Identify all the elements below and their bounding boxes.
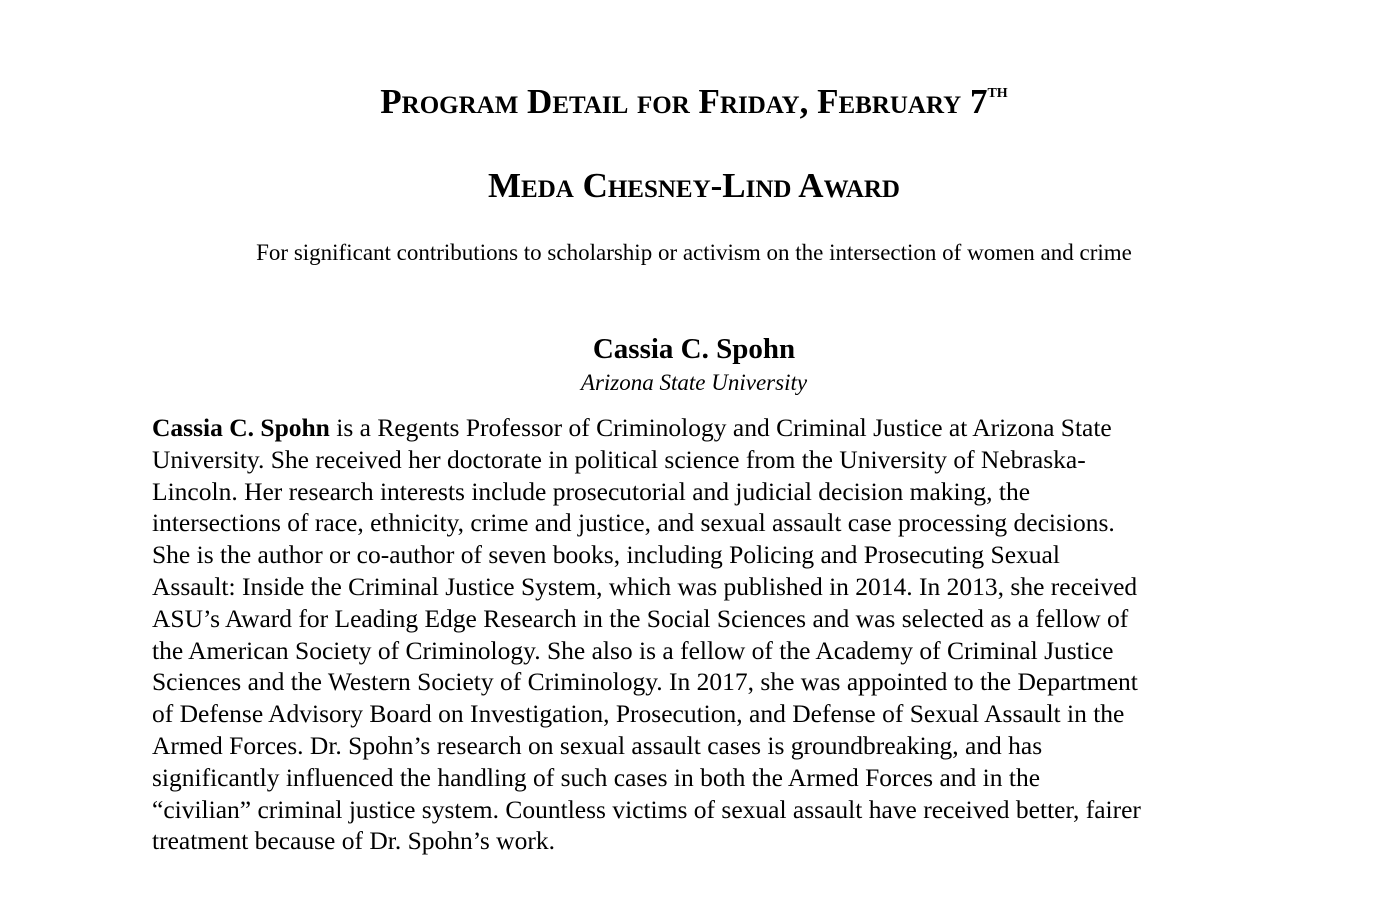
honoree-affiliation: Arizona State University [580,370,808,395]
bio-line: the American Society of Criminology. She also is a fellow of the Academy of Criminal Justice [152,635,1114,665]
bio-paragraph [152,412,1252,857]
bio-line [152,412,1252,444]
program-title-ordinal: th [987,80,1008,102]
program-title-text: Program Detail for Friday, February 7 [380,82,988,121]
bio-line: ASU’s Award for Leading Edge Research in the Social Sciences and was selected as a fellow of [152,603,1129,633]
bio-line: Sciences and the Western Society of Criminology. In 2017, she was appointed to the Department [152,667,1138,697]
bio-lead-name: Cassia C. Spohn [152,413,330,442]
bio-line: Armed Forces. Dr. Spohn’s research on sexual assault cases is groundbreaking, and has [152,730,1043,760]
award-description: For significant contributions to scholarship or activism on the intersection of women and crime [256,240,1132,265]
bio-line: Assault: Inside the Criminal Justice System, which was published in 2014. In 2013, she received [152,571,1138,601]
bio-line: significantly influenced the handling of such cases in both the Armed Forces and in the [152,762,1041,792]
bio-line: of Defense Advisory Board on Investigation, Prosecution, and Defense of Sexual Assault in the [152,699,1125,729]
bio-line: “civilian” criminal justice system. Countless victims of sexual assault have received better, fairer [152,794,1141,824]
program-title [0,82,1388,122]
honoree-name: Cassia C. Spohn [592,333,796,365]
bio-line: intersections of race, ethnicity, crime and justice, and sexual assault case processing decisions. [152,508,1115,538]
award-title: Meda Chesney-Lind Award [488,166,900,205]
bio-line: University. She received her doctorate in political science from the University of Nebraska- [152,444,1086,474]
bio-line: She is the author or co-author of seven books, including Policing and Prosecuting Sexual [152,540,1060,570]
bio-line-text: is a Regents Professor of Criminology and Criminal Justice at Arizona State [329,413,1112,442]
bio-line: treatment because of Dr. Spohn’s work. [152,826,555,856]
bio-line: Lincoln. Her research interests include prosecutorial and judicial decision making, the [152,476,1031,506]
